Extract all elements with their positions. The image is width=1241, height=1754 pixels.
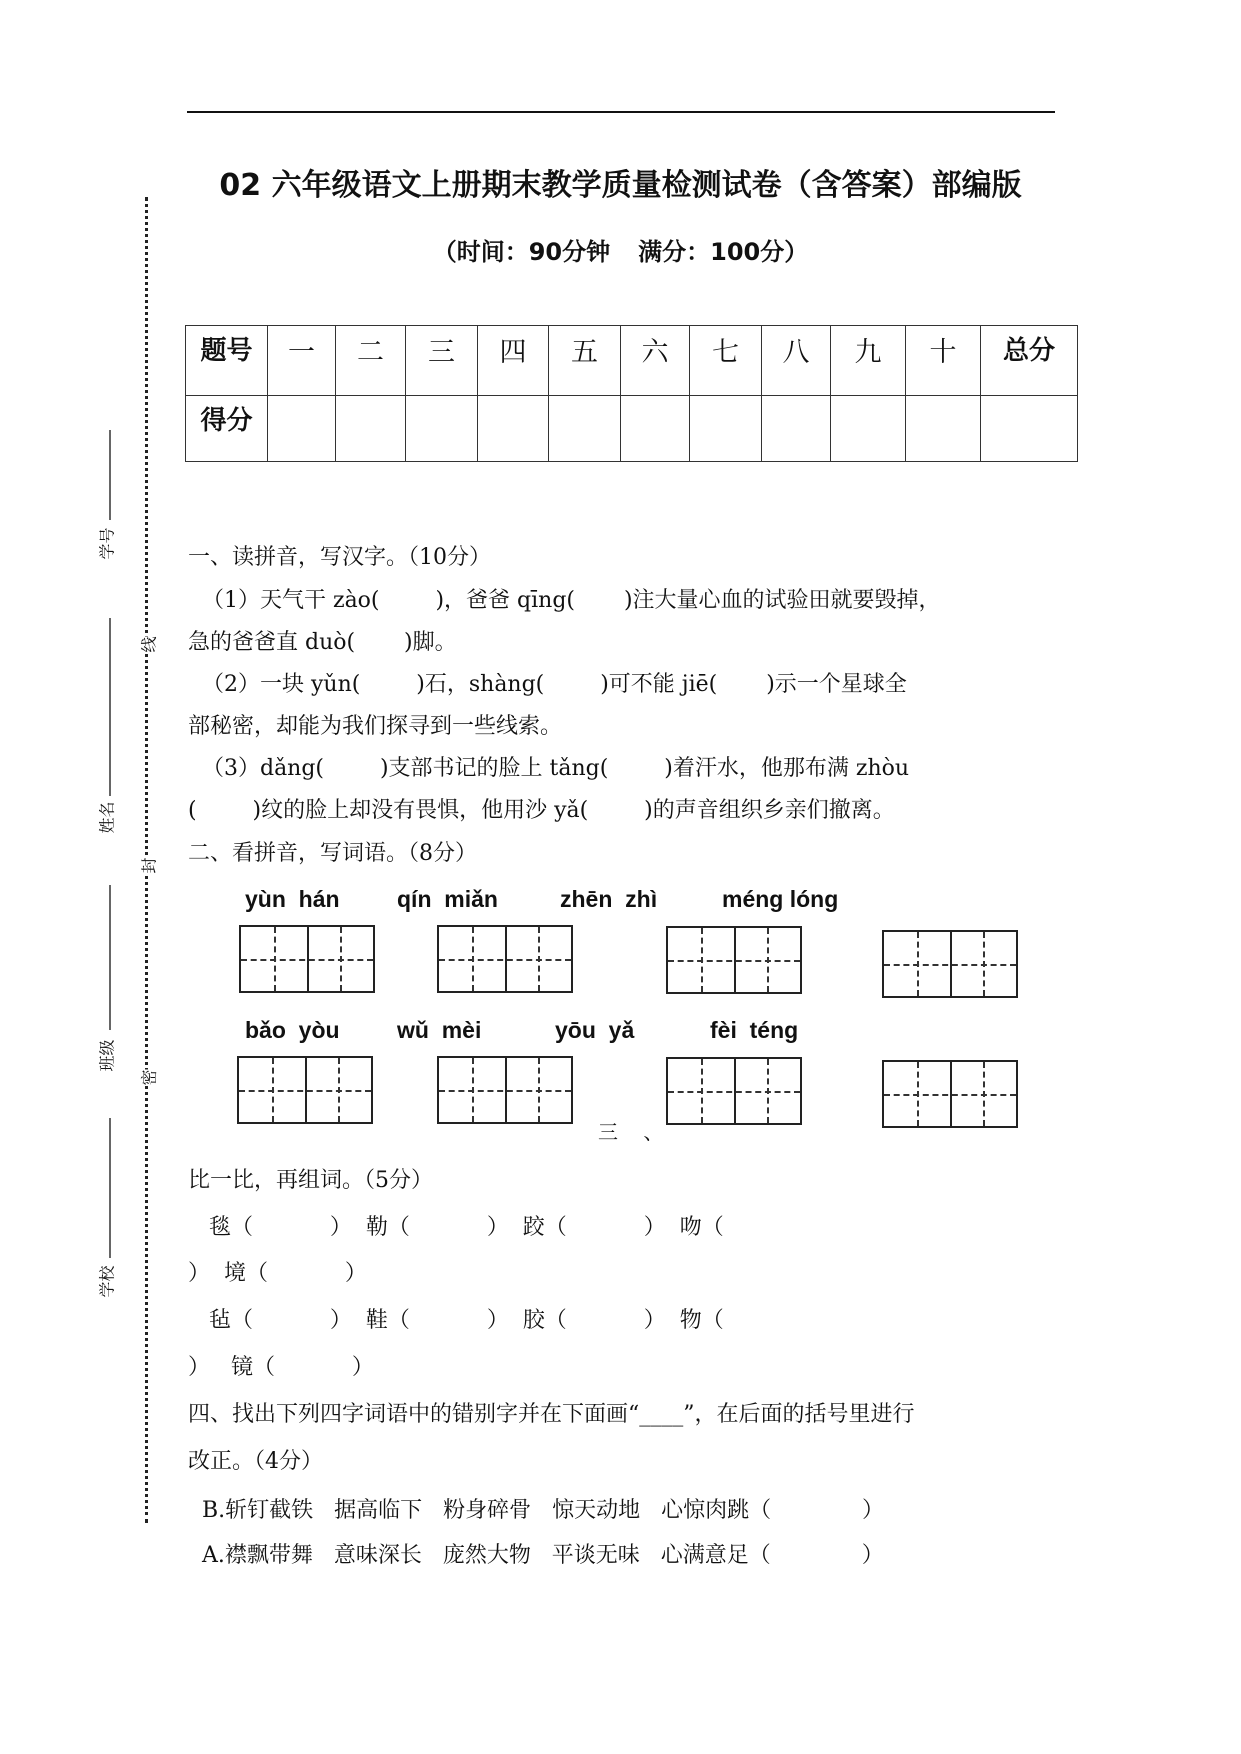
score-cell[interactable] (831, 396, 906, 462)
student-id-label: 学号 (97, 527, 117, 560)
score-cell[interactable] (621, 396, 690, 462)
idiom-row: B.斩钉截铁 据高临下 粉身碎骨 惊天动地 心惊肉跳（ ） (188, 1498, 884, 1523)
seal-word-seal: 封 (137, 857, 160, 873)
score-row (186, 396, 1078, 462)
idiom-row: A.襟飘带舞 意味深长 庞然大物 平谈无味 心满意足（ ） (188, 1543, 884, 1568)
header-cell: 五 (549, 326, 621, 396)
section1-heading: 一、读拼音，写汉字。（10分） (188, 545, 491, 570)
pinyin-label: qín miǎn (397, 886, 498, 912)
score-cell[interactable] (268, 396, 336, 462)
name-label: 姓名 (97, 801, 117, 834)
time-limit: （时间：90分钟 (432, 238, 611, 266)
pinyin-label: fèi téng (710, 1017, 799, 1043)
pinyin-label: yōu yǎ (555, 1017, 635, 1043)
pinyin-label: yùn hán (245, 886, 340, 912)
writing-grid[interactable] (239, 925, 375, 993)
section1-line: 急的爸爸直 duò( )脚。 (188, 630, 457, 655)
writing-grid[interactable] (666, 926, 802, 994)
score-cell[interactable] (762, 396, 831, 462)
score-table (185, 325, 1078, 462)
question-number-row (186, 326, 1078, 396)
school-input-line[interactable] (109, 1118, 111, 1258)
score-cell[interactable] (406, 396, 478, 462)
pinyin-label: wǔ mèi (397, 1017, 482, 1043)
section2-heading: 二、看拼音，写词语。（8分） (188, 841, 477, 866)
header-cell: 四 (478, 326, 549, 396)
writing-grid[interactable] (882, 930, 1018, 998)
exam-info (0, 232, 1241, 267)
score-cell[interactable] (981, 396, 1078, 462)
compare-row: ） 境（ ） (188, 1261, 367, 1286)
pinyin-label: bǎo yòu (245, 1017, 340, 1043)
section1-line: （1）天气干 zào( )，爸爸 qīng( )注大量心血的试验田就要毁掉， (188, 588, 941, 613)
header-cell: 六 (621, 326, 690, 396)
student-id-input-line[interactable] (109, 430, 111, 520)
writing-grid[interactable] (437, 925, 573, 993)
class-label: 班级 (97, 1039, 117, 1072)
top-rule (187, 111, 1055, 113)
writing-grid[interactable] (237, 1056, 373, 1124)
section3-heading: 比一比，再组词。（5分） (188, 1168, 433, 1193)
compare-row: 毯（ ） 勒（ ） 跤（ ） 吻（ (188, 1215, 724, 1240)
pinyin-label: zhēn zhì (560, 886, 658, 912)
compare-row: ） 镜（ ） (188, 1355, 374, 1380)
school-label: 学校 (97, 1265, 117, 1298)
compare-row: 毡（ ） 鞋（ ） 胶（ ） 物（ (188, 1308, 724, 1333)
section4-heading-cont: 改正。（4分） (188, 1449, 323, 1474)
score-cell[interactable] (690, 396, 762, 462)
section1-line: ( )纹的脸上却没有畏惧，他用沙 yǎ( )的声音组织乡亲们撤离。 (188, 798, 895, 823)
section4-heading: 四、找出下列四字词语中的错别字并在下面画“____”，在后面的括号里进行 (188, 1402, 915, 1427)
writing-grid[interactable] (437, 1056, 573, 1124)
header-cell: 总分 (981, 326, 1078, 396)
writing-grid[interactable] (882, 1060, 1018, 1128)
header-cell: 七 (690, 326, 762, 396)
seal-word-line: 线 (137, 636, 160, 652)
section1-line: 部秘密，却能为我们探寻到一些线索。 (188, 714, 563, 739)
section1-line: （3）dǎng( )支部书记的脸上 tǎng( )着汗水，他那布满 zhòu (188, 756, 910, 781)
writing-grid[interactable] (666, 1057, 802, 1125)
score-cell[interactable] (549, 396, 621, 462)
page-title: 02 六年级语文上册期末教学质量检测试卷（含答案）部编版 (219, 168, 1022, 203)
header-cell: 题号 (186, 326, 268, 396)
score-cell[interactable] (336, 396, 406, 462)
section1-line: （2）一块 yǔn( )石，shàng( )可不能 jiē( )示一个星球全 (188, 672, 907, 697)
pinyin-label: méng lóng (722, 886, 839, 912)
class-input-line[interactable] (109, 885, 111, 1030)
name-input-line[interactable] (109, 618, 111, 796)
header-cell: 十 (906, 326, 981, 396)
score-cell[interactable] (478, 396, 549, 462)
seal-word-secret: 密 (137, 1069, 160, 1085)
header-cell: 三 (406, 326, 478, 396)
header-cell: 二 (336, 326, 406, 396)
score-cell[interactable] (906, 396, 981, 462)
score-row-label: 得分 (186, 396, 268, 462)
header-cell: 九 (831, 326, 906, 396)
full-score: 满分：100分） (638, 238, 809, 266)
header-cell: 一 (268, 326, 336, 396)
header-cell: 八 (762, 326, 831, 396)
section3-number: 三 、 (598, 1120, 664, 1144)
